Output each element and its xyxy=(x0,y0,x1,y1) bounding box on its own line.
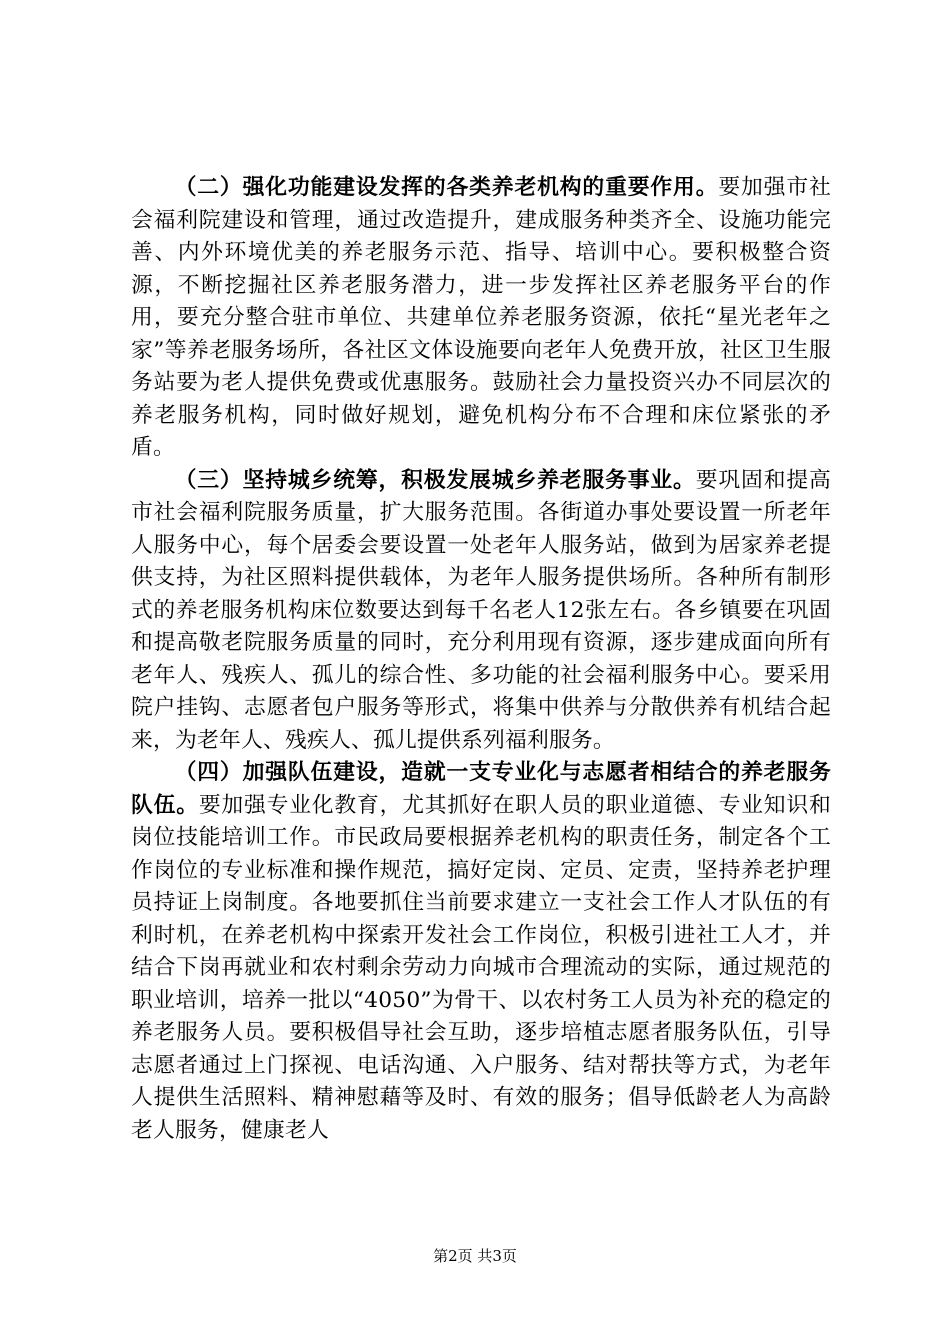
page-number-footer: 第2页 共3页 xyxy=(433,1247,517,1265)
paragraph-text: 要加强市社会福利院建设和管理，通过改造提升，建成服务种类齐全、设施功能完善、内外环境优美的养老服务示范、指导、培训中心。要积极整合资源，不断挖掘社区养老服务潜力，进一步发挥社区养老服务平台的作用，要充分整合驻市单位、共建单位养老服务资源，依托“星光老年之家”等养老服务场所，各社区文体设施要向老年人免费开放，社区卫生服务站要为老人提供免费或优惠服务。鼓励社会力量投资兴办不同层次的养老服务机构，同时做好规划，避免机构分布不合理和床位紧张的矛盾。 xyxy=(131,175,831,460)
paragraph-section-3 xyxy=(131,465,831,758)
paragraph-heading: （四）加强队伍建设，造就一支专业化与志愿者相结合的养老服务队伍。 xyxy=(131,760,831,818)
paragraph-text: 要巩固和提高市社会福利院服务质量，扩大服务范围。各街道办事处要设置一所老年人服务中心，每个居委会要设置一处老年人服务站，做到为居家养老提供支持，为社区照料提供载体，为老年人服务提供场所。各种所有制形式的养老服务机构床位数要达到每千名老人12张左右。各乡镇要在巩固和提高敬老院服务质量的同时，充分利用现有资源，逐步建成面向所有老年人、残疾人、孤儿的综合性、多功能的社会福利服务中心。要采用院户挂钩、志愿者包户服务等形式，将集中供养与分散供养有机结合起来，为老年人、残疾人、孤儿提供系列福利服务。 xyxy=(131,467,832,753)
paragraph-heading: （三）坚持城乡统筹，积极发展城乡养老服务事业。 xyxy=(174,467,696,493)
paragraph-heading: （二）强化功能建设发挥的各类养老机构的重要作用。 xyxy=(174,175,719,200)
paragraph-section-2 xyxy=(131,172,831,465)
document-body xyxy=(131,172,831,1147)
paragraph-section-4 xyxy=(131,757,831,1147)
paragraph-text: 要加强专业化教育，尤其抓好在职人员的职业道德、专业知识和岗位技能培训工作。市民政局要根据养老机构的职责任务，制定各个工作岗位的专业标准和操作规范，搞好定岗、定员、定责，坚持养老护理员持证上岗制度。各地要抓住当前要求建立一支社会工作人才队伍的有利时机，在养老机构中探索开发社会工作岗位，积极引进社工人才，并结合下岗再就业和农村剩余劳动力向城市合理流动的实际，通过规范的职业培训，培养一批以“4050”为骨干、以农村务工人员为补充的稳定的养老服务人员。要积极倡导社会互助，逐步培植志愿者服务队伍，引导志愿者通过上门探视、电话沟通、入户服务、结对帮扶等方式，为老年人提供生活照料、精神慰藉等及时、有效的服务；倡导低龄老人为高龄老人服务，健康老人 xyxy=(131,792,831,1143)
